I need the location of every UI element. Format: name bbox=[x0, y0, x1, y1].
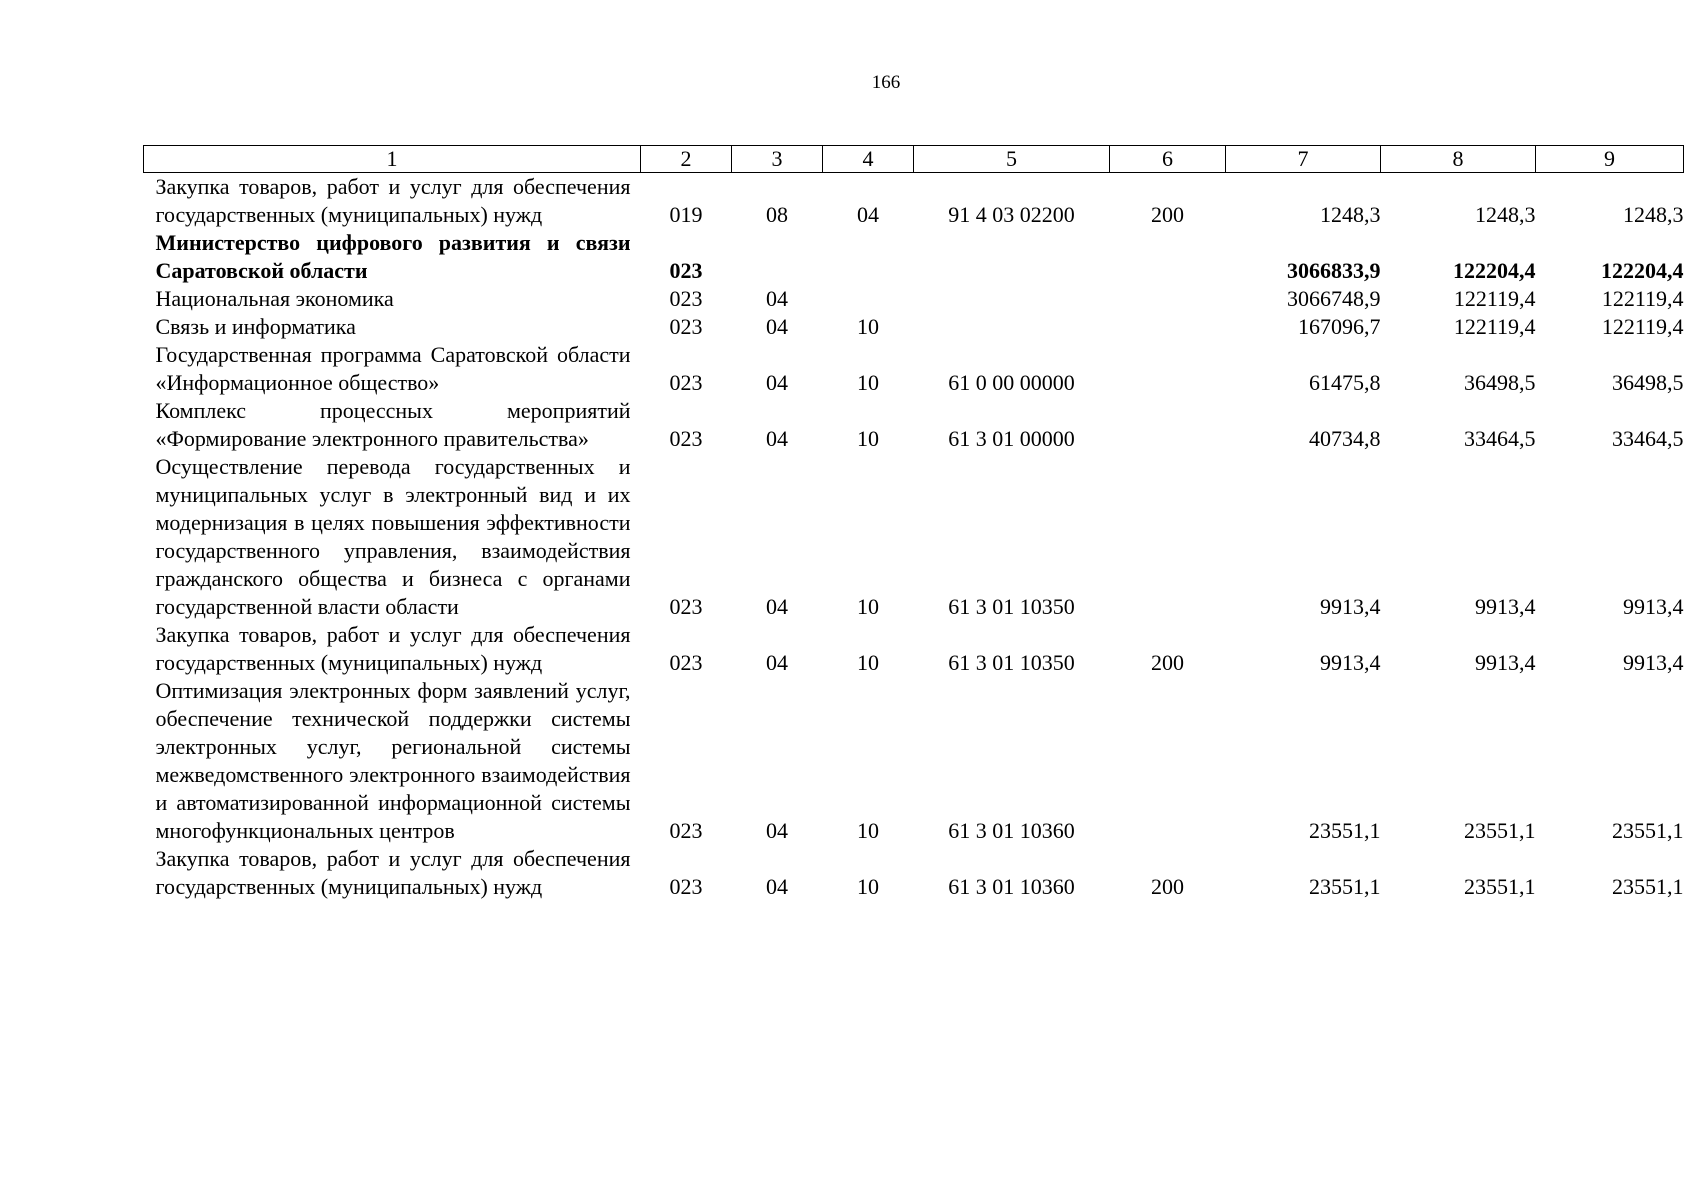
row-target-article: 61 3 01 10360 bbox=[948, 874, 1075, 899]
row-name: Закупка товаров, работ и услуг для обеспечения государственных (муниципальных) нужд bbox=[155, 174, 631, 227]
table-row bbox=[144, 845, 1684, 901]
row-name: Осуществление перевода государственных и муниципальных услуг в электронный вид и их модернизация в целях повышения эффективности государственного управления, взаимодействия гражданского общества и бизнеса с органами государственной власти области bbox=[155, 454, 631, 619]
row-expense-type bbox=[1110, 341, 1226, 397]
row-amount-2: 23551,1 bbox=[1464, 818, 1536, 843]
table-row bbox=[144, 285, 1684, 313]
row-section: 08 bbox=[766, 202, 788, 227]
row-amount-3: 23551,1 bbox=[1612, 874, 1684, 899]
row-gov-code: 023 bbox=[669, 426, 703, 451]
row-name: Закупка товаров, работ и услуг для обеспечения государственных (муниципальных) нужд bbox=[155, 846, 631, 899]
column-header: 6 bbox=[1110, 146, 1226, 173]
row-amount-1: 167096,7 bbox=[1298, 314, 1381, 339]
row-target-article: 61 0 00 00000 bbox=[948, 370, 1075, 395]
row-amount-2: 23551,1 bbox=[1464, 874, 1536, 899]
row-amount-2: 122119,4 bbox=[1453, 314, 1536, 339]
page-number: 166 bbox=[871, 72, 901, 93]
row-amount-2: 33464,5 bbox=[1464, 426, 1536, 451]
row-amount-2: 1248,3 bbox=[1475, 202, 1536, 227]
row-target-article: 61 3 01 10350 bbox=[948, 594, 1075, 619]
column-number-header bbox=[144, 146, 1684, 173]
row-section: 04 bbox=[766, 426, 788, 451]
row-target-article bbox=[914, 313, 1110, 341]
budget-table bbox=[143, 145, 1684, 901]
table-row bbox=[144, 313, 1684, 341]
row-section: 04 bbox=[766, 314, 788, 339]
row-gov-code: 023 bbox=[669, 594, 703, 619]
table-row bbox=[144, 229, 1684, 285]
row-section bbox=[732, 229, 823, 285]
row-subsection: 10 bbox=[857, 874, 879, 899]
row-amount-1: 9913,4 bbox=[1320, 594, 1381, 619]
table-row bbox=[144, 341, 1684, 397]
row-amount-1: 3066748,9 bbox=[1287, 286, 1381, 311]
row-target-article: 61 3 01 00000 bbox=[948, 426, 1075, 451]
row-name: Государственная программа Саратовской области «Информационное общество» bbox=[155, 342, 631, 395]
row-amount-1: 9913,4 bbox=[1320, 650, 1381, 675]
row-subsection: 10 bbox=[857, 650, 879, 675]
row-amount-3: 122119,4 bbox=[1601, 314, 1684, 339]
table-row bbox=[144, 677, 1684, 845]
row-name: Комплекс процессных мероприятий «Формирование электронного правительства» bbox=[155, 398, 631, 451]
column-header: 4 bbox=[823, 146, 914, 173]
row-amount-1: 61475,8 bbox=[1309, 370, 1381, 395]
row-section: 04 bbox=[766, 650, 788, 675]
column-header: 3 bbox=[732, 146, 823, 173]
table-row bbox=[144, 621, 1684, 677]
row-name: Национальная экономика bbox=[155, 286, 394, 311]
row-target-article: 61 3 01 10350 bbox=[948, 650, 1075, 675]
row-amount-1: 1248,3 bbox=[1320, 202, 1381, 227]
row-gov-code: 023 bbox=[669, 874, 703, 899]
row-amount-3: 9913,4 bbox=[1623, 594, 1684, 619]
row-expense-type: 200 bbox=[1151, 650, 1184, 675]
table-row bbox=[144, 173, 1684, 230]
row-target-article bbox=[914, 285, 1110, 313]
row-section: 04 bbox=[766, 370, 788, 395]
row-expense-type bbox=[1110, 453, 1226, 621]
row-name: Закупка товаров, работ и услуг для обеспечения государственных (муниципальных) нужд bbox=[155, 622, 631, 675]
row-subsection bbox=[823, 285, 914, 313]
row-target-article: 91 4 03 02200 bbox=[948, 202, 1075, 227]
row-amount-3: 122204,4 bbox=[1601, 258, 1684, 283]
row-expense-type bbox=[1110, 229, 1226, 285]
row-expense-type bbox=[1110, 677, 1226, 845]
row-expense-type bbox=[1110, 313, 1226, 341]
row-subsection: 04 bbox=[857, 202, 879, 227]
column-header: 1 bbox=[144, 146, 641, 173]
row-gov-code: 019 bbox=[669, 202, 703, 227]
row-amount-1: 40734,8 bbox=[1309, 426, 1381, 451]
row-subsection bbox=[823, 229, 914, 285]
row-amount-3: 33464,5 bbox=[1612, 426, 1684, 451]
row-gov-code: 023 bbox=[669, 370, 703, 395]
row-target-article bbox=[914, 229, 1110, 285]
column-header: 2 bbox=[641, 146, 732, 173]
column-header: 5 bbox=[914, 146, 1110, 173]
row-section: 04 bbox=[766, 286, 788, 311]
row-subsection: 10 bbox=[857, 594, 879, 619]
row-name: Связь и информатика bbox=[155, 314, 356, 339]
row-section: 04 bbox=[766, 818, 788, 843]
row-gov-code: 023 bbox=[669, 650, 703, 675]
row-subsection: 10 bbox=[857, 818, 879, 843]
row-subsection: 10 bbox=[857, 370, 879, 395]
row-amount-1: 3066833,9 bbox=[1287, 258, 1381, 283]
row-expense-type bbox=[1110, 285, 1226, 313]
row-expense-type bbox=[1110, 397, 1226, 453]
row-amount-2: 9913,4 bbox=[1475, 650, 1536, 675]
row-amount-1: 23551,1 bbox=[1309, 818, 1381, 843]
row-section: 04 bbox=[766, 874, 788, 899]
row-amount-2: 9913,4 bbox=[1475, 594, 1536, 619]
row-amount-3: 23551,1 bbox=[1612, 818, 1684, 843]
row-gov-code: 023 bbox=[669, 314, 703, 339]
row-amount-1: 23551,1 bbox=[1309, 874, 1381, 899]
row-name: Оптимизация электронных форм заявлений услуг, обеспечение технической поддержки системы электронных услуг, региональной системы межведомственного электронного взаимодействия и автоматизированной информационной системы многофункциональных центров bbox=[155, 678, 631, 843]
row-amount-3: 36498,5 bbox=[1612, 370, 1684, 395]
row-amount-2: 36498,5 bbox=[1464, 370, 1536, 395]
row-subsection: 10 bbox=[857, 314, 879, 339]
column-header: 7 bbox=[1226, 146, 1381, 173]
row-expense-type: 200 bbox=[1151, 874, 1184, 899]
table-row bbox=[144, 453, 1684, 621]
table-body bbox=[144, 173, 1684, 902]
row-gov-code: 023 bbox=[669, 286, 703, 311]
table-row bbox=[144, 397, 1684, 453]
column-header: 9 bbox=[1536, 146, 1684, 173]
row-amount-3: 9913,4 bbox=[1623, 650, 1684, 675]
row-amount-2: 122119,4 bbox=[1453, 286, 1536, 311]
row-subsection: 10 bbox=[857, 426, 879, 451]
row-amount-3: 122119,4 bbox=[1601, 286, 1684, 311]
row-section: 04 bbox=[766, 594, 788, 619]
column-header: 8 bbox=[1381, 146, 1536, 173]
row-gov-code: 023 bbox=[669, 258, 703, 283]
row-expense-type: 200 bbox=[1151, 202, 1184, 227]
row-name: Министерство цифрового развития и связи Саратовской области bbox=[155, 230, 631, 283]
row-target-article: 61 3 01 10360 bbox=[948, 818, 1075, 843]
row-amount-2: 122204,4 bbox=[1453, 258, 1536, 283]
row-gov-code: 023 bbox=[669, 818, 703, 843]
row-amount-3: 1248,3 bbox=[1623, 202, 1684, 227]
